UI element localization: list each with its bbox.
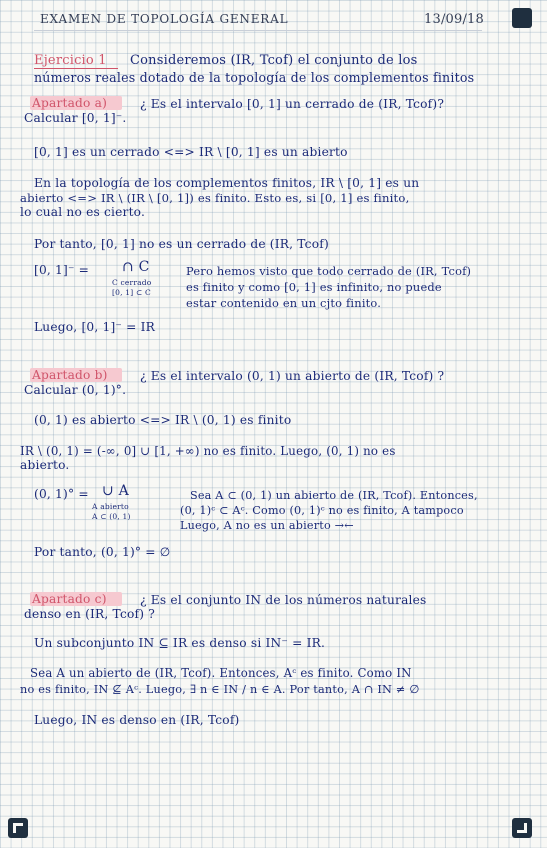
interior-formula: (0, 1)° = xyxy=(34,487,89,501)
section-b-line-6: Luego, A no es un abierto →← xyxy=(180,519,354,532)
section-a-line-1: [0, 1] es un cerrado <=> IR \ [0, 1] es un abierto xyxy=(34,145,348,159)
section-b-line-4: Sea A ⊂ (0, 1) un abierto de (IR, Tcof). Entonces, xyxy=(190,489,478,502)
section-c-conclusion: Luego, IN es denso en (IR, Tcof) xyxy=(34,713,240,727)
corner-marker-icon xyxy=(512,818,532,838)
section-a-line-6: Pero hemos visto que todo cerrado de (IR, Tcof) xyxy=(186,264,472,278)
exercise-label: Ejercicio 1 xyxy=(34,53,107,68)
exercise-label-underline xyxy=(34,68,118,69)
section-a-question-1: ¿ Es el intervalo [0, 1] un cerrado de (IR, Tcof)? xyxy=(140,97,445,111)
section-c-label: Apartado c) xyxy=(32,592,107,606)
section-c-question-1: ¿ Es el conjunto IN de los números naturales xyxy=(140,593,427,607)
section-a-line-5: Por tanto, [0, 1] no es un cerrado de (IR, Tcof) xyxy=(34,237,329,251)
section-a-line-3: abierto <=> IR \ (IR \ [0, 1]) es finito. Esto es, si [0, 1] es finito, xyxy=(20,191,410,205)
section-a-question-2: Calcular [0, 1]⁻. xyxy=(24,111,127,125)
section-b-conclusion: Por tanto, (0, 1)° = ∅ xyxy=(34,545,171,559)
section-b-question-1: ¿ Es el intervalo (0, 1) un abierto de (IR, Tcof) ? xyxy=(140,369,445,383)
section-b-label: Apartado b) xyxy=(32,368,108,382)
section-b-question-2: Calcular (0, 1)°. xyxy=(24,383,127,397)
corner-marker-icon xyxy=(512,8,532,28)
intersection-operator: ∩ C xyxy=(122,259,150,275)
section-b-line-1: (0, 1) es abierto <=> IR \ (0, 1) es finito xyxy=(34,413,292,427)
section-a-line-8: estar contenido en un cjto finito. xyxy=(186,296,382,310)
exam-date: 13/09/18 xyxy=(424,12,484,27)
section-a-conclusion: Luego, [0, 1]⁻ = IR xyxy=(34,320,155,334)
section-a-line-7: es finito y como [0, 1] es infinito, no puede xyxy=(186,280,442,294)
union-index-1: A abierto xyxy=(92,502,129,511)
corner-marker-icon xyxy=(8,818,28,838)
section-c-line-1: Un subconjunto IN ⊆ IR es denso si IN⁻ = IR. xyxy=(34,636,326,650)
exercise-statement-line-2: números reales dotado de la topología de los complementos finitos xyxy=(34,70,475,85)
section-a-line-2: En la topología de los complementos finitos, IR \ [0, 1] es un xyxy=(34,176,420,190)
union-index-2: A ⊂ (0, 1) xyxy=(92,512,131,521)
section-b-line-2: IR \ (0, 1) = (-∞, 0] ∪ [1, +∞) no es finito. Luego, (0, 1) no es xyxy=(20,444,396,458)
exam-title: EXAMEN DE TOPOLOGÍA GENERAL xyxy=(40,12,289,26)
section-a-line-4: lo cual no es cierto. xyxy=(20,205,146,219)
section-b-line-3: abierto. xyxy=(20,458,70,472)
closure-formula: [0, 1]⁻ = xyxy=(34,263,90,277)
section-b-line-5: (0, 1)ᶜ ⊂ Aᶜ. Como (0, 1)ᶜ no es finito, A tampoco xyxy=(180,504,464,517)
section-c-question-2: denso en (IR, Tcof) ? xyxy=(24,607,155,621)
section-a-label: Apartado a) xyxy=(32,96,108,110)
intersection-index-2: [0, 1] ⊂ C xyxy=(112,288,151,297)
intersection-index-1: C cerrado xyxy=(112,278,152,287)
section-c-line-2: Sea A un abierto de (IR, Tcof). Entonces, Aᶜ es finito. Como IN xyxy=(30,666,412,680)
section-c-line-3: no es finito, IN ⊈ Aᶜ. Luego, ∃ n ∈ IN / n ∈ A. Por tanto, A ∩ IN ≠ ∅ xyxy=(20,683,420,696)
header-underline xyxy=(34,30,482,31)
exercise-statement-line-1: Consideremos (IR, Tcof) el conjunto de los xyxy=(130,53,418,68)
union-operator: ∪ A xyxy=(102,483,129,499)
